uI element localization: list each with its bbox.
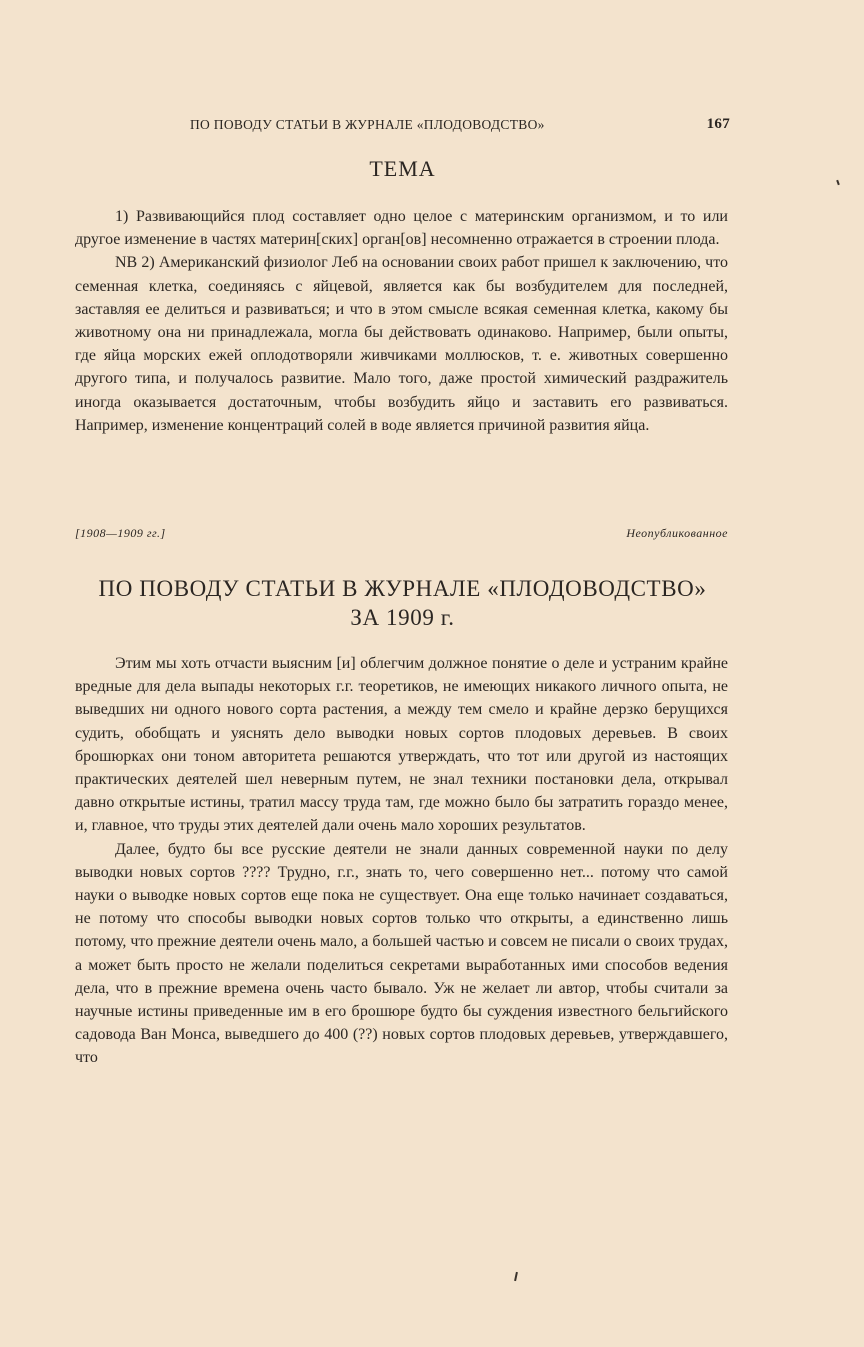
article-body [75,652,728,1070]
print-speck [836,180,840,185]
page-number: 167 [706,116,730,132]
theme-paragraph-2: NB 2) Американский физиолог Леб на основании своих работ пришел к заключению, что семенная клетка, соединяясь с яйцевой, является как бы возбудителем для последней, заставляя ее делиться и развиваться; и что в этом смысле всякая семенная клетка, какому бы животному она ни принадлежала, могла бы действовать одинаково. Например, были опыты, где яйца морских ежей оплодотворяли живчиками моллюсков, т. е. животных совершенно другого типа, и получалось развитие. Мало того, даже простой химический раздражитель иногда оказывается достаточным, чтобы возбудить яйцо и заставить его развиваться. Например, изменение концентраций солей в воде является причиной развития яйца. [75,254,728,434]
article-title-line-1: ПО ПОВОДУ СТАТЬИ В ЖУРНАЛЕ «ПЛОДОВОДСТВО» [98,576,707,601]
publication-note: Неопубликованное [626,526,728,540]
article-title-line-2: ЗА 1909 г. [350,605,455,630]
running-title: ПО ПОВОДУ СТАТЬИ В ЖУРНАЛЕ «ПЛОДОВОДСТВО» [190,117,545,132]
theme-body [75,205,728,437]
theme-paragraph-1: 1) Развивающийся плод составляет одно целое с материнским организмом, и то или другое изменение в частях материн[ских] орган[ов] несомненно отражается в строении плода. [75,208,728,249]
article-paragraph-1: Этим мы хоть отчасти выясним [и] облегчим должное понятие о деле и устраним крайне вредные для дела выпады некоторых г.г. теоретиков, не имеющих никакого личного опыта, не выведших ни одного нового сорта растения, а между тем смело и крайне дерзко берущихся судить, обобщать и уяснять дело выводки новых сортов плодовых деревьев. В своих брошюрках они тоном авторитета решаются утверждать, что тот или другой из настоящих практических деятелей шел неверным путем, не знал техники постановки дела, открывал давно открытые истины, тратил массу труда там, где можно было бы затратить гораздо менее, и, главное, что труды этих деятелей дали очень мало хороших результатов. [75,655,728,835]
print-speck [514,1272,518,1281]
article-title [75,574,730,632]
article-paragraph-2: Далее, будто бы все русские деятели не знали данных современной науки по делу выводки новых сортов ???? Трудно, г.г., знать то, чего совершенно нет... потому что самой науки о выводке новых сортов еще пока не существует. Она еще только начинает создаваться, не потому что способы выводки новых сортов только что открыты, а единственно лишь потому, что прежние деятели очень мало, а большей частью и совсем не писали о своих трудах, а может быть просто не желали поделиться секретами выработанных ими способов ведения дела, что в прежние времена очень часто бывало. Уж не желает ли автор, чтобы считали за научные истины приведенные им в его брошюре будто бы суждения известного бельгийского садовода Ван Монса, выведшего до 400 (??) новых сортов плодовых деревьев, утверждавшего, что [75,840,728,1067]
date-range: [1908—1909 гг.] [75,526,166,540]
theme-heading: ТЕМА [369,156,436,181]
